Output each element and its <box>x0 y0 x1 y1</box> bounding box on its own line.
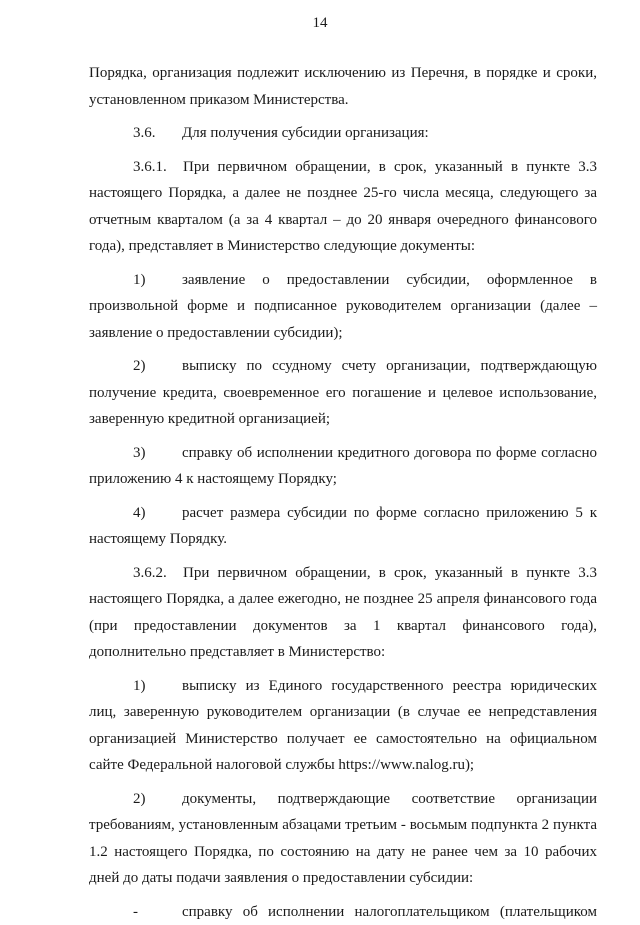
paragraph-number: 3.6.1. <box>133 154 183 181</box>
dash-marker: - <box>133 899 182 925</box>
list-item-1 <box>89 267 597 347</box>
paragraph-text: Порядка, организация подлежит исключению из Перечня, в порядке и сроки, установленном приказом Министерства. <box>89 65 597 108</box>
list-item-text: выписку из Единого государственного реестра юридических лиц, заверенную руководителем организации (в случае ее непредставления организацией Министерство получает ее самостоятельно на официальном сайте Федеральной налоговой службы https://www.nalog.ru); <box>89 678 597 774</box>
list-item-text: заявление о предоставлении субсидии, оформленное в произвольной форме и подписанное руководителем организации (далее – заявление о предоставлении субсидии); <box>89 272 597 341</box>
list-item-3 <box>89 440 597 493</box>
list-item-2-2 <box>89 786 597 892</box>
paragraph-continuation <box>89 60 597 113</box>
paragraph-text: При первичном обращении, в срок, указанный в пункте 3.3 настоящего Порядка, а далее не позднее 25-го числа месяца, следующего за отчетным кварталом (а за 4 квартал – до 20 января очередного финансового года), представляет в Министерство следующие документы: <box>89 159 597 255</box>
dash-item-text: справку об исполнении налогоплательщиком (плательщиком <box>182 904 597 920</box>
list-item-2 <box>89 353 597 433</box>
dash-item-1 <box>89 899 597 925</box>
list-item-number: 1) <box>133 673 182 700</box>
paragraph-3-6 <box>89 120 597 147</box>
paragraph-text: При первичном обращении, в срок, указанный в пункте 3.3 настоящего Порядка, а далее ежегодно, не позднее 25 апреля финансового года (при предоставлении документов за 1 квартал финансового года), дополнительно представляет в Министерство: <box>89 565 597 661</box>
paragraph-text: Для получения субсидии организация: <box>182 125 429 141</box>
paragraph-3-6-2 <box>89 560 597 666</box>
list-item-4 <box>89 500 597 553</box>
list-item-text: документы, подтверждающие соответствие организации требованиям, установленным абзацами третьим - восьмым подпункта 2 пункта 1.2 настоящего Порядка, по состоянию на дату не ранее чем за 10 рабочих дней до даты подачи заявления о предоставлении субсидии: <box>89 791 597 887</box>
list-item-number: 4) <box>133 500 182 527</box>
list-item-number: 3) <box>133 440 182 467</box>
list-item-number: 1) <box>133 267 182 294</box>
paragraph-3-6-1 <box>89 154 597 260</box>
paragraph-number: 3.6.2. <box>133 560 183 587</box>
list-item-number: 2) <box>133 353 182 380</box>
list-item-number: 2) <box>133 786 182 813</box>
document-body <box>89 60 597 925</box>
paragraph-number: 3.6. <box>133 120 182 147</box>
page-number: 14 <box>0 14 640 32</box>
list-item-2-1 <box>89 673 597 779</box>
list-item-text: выписку по ссудному счету организации, подтверждающую получение кредита, своевременное его погашение и целевое использование, заверенную кредитной организацией; <box>89 358 597 427</box>
list-item-text: расчет размера субсидии по форме согласно приложению 5 к настоящему Порядку. <box>89 505 597 548</box>
list-item-text: справку об исполнении кредитного договора по форме согласно приложению 4 к настоящему Порядку; <box>89 445 597 488</box>
